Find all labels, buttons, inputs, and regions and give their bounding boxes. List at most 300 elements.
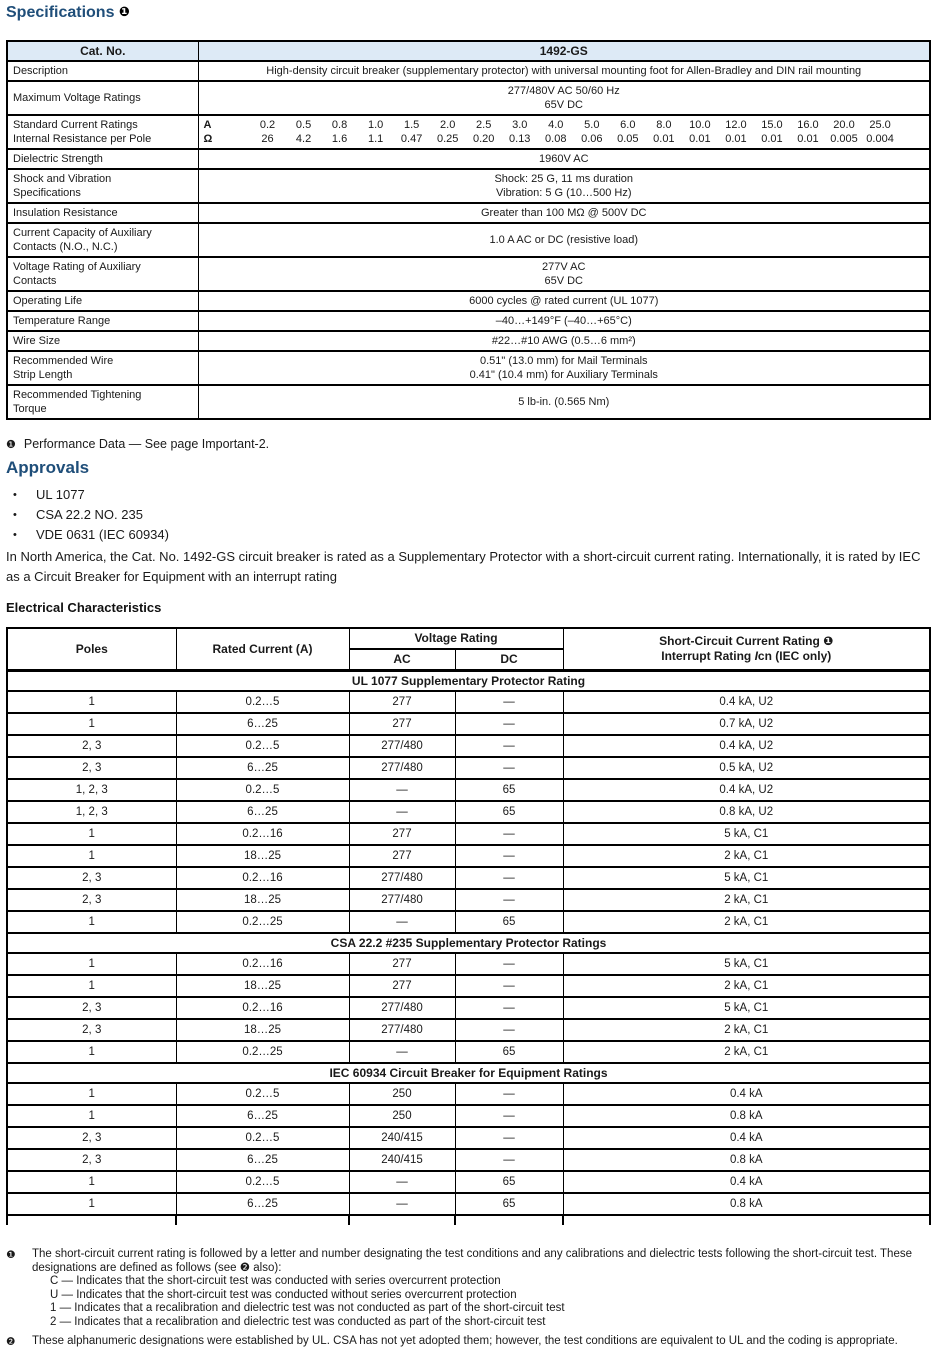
spec-row [7,169,930,203]
specifications-title: Specifications [6,4,115,21]
elec-cell: 0.2…16 [176,867,349,889]
elec-data-row [7,779,930,801]
elec-data-row [7,1149,930,1171]
spec-row [7,223,930,257]
footnote-sub-item: 2 — Indicates that a recalibration and dielectric test was conducted as part of the short-circuit test [50,1315,546,1328]
elec-data-row [7,713,930,735]
short-circuit-header [563,628,930,671]
elec-cell: 0.4 kA, U2 [563,735,930,757]
elec-cell: 277/480 [349,1019,455,1041]
elec-cell: 0.2…5 [176,1127,349,1149]
elec-data-row [7,1193,930,1215]
elec-cell: 65 [455,1041,563,1063]
elec-cell: — [455,1105,563,1127]
elec-cell: 240/415 [349,1127,455,1149]
footnote-sub-item: U — Indicates that the short-circuit test was conducted without series overcurrent protection [50,1288,517,1301]
elec-cell: 18…25 [176,845,349,867]
elec-cell: — [455,735,563,757]
dc-header: DC [455,649,563,671]
spec-label-line: Description [13,65,69,77]
approvals-title: Approvals [6,458,90,477]
spec-row-label [7,115,198,149]
elec-section-title: CSA 22.2 #235 Supplementary Protector Ratings [7,933,930,953]
footnote-sub-item: 1 — Indicates that a recalibration and dielectric test was not conducted as part of the short-circuit test [50,1302,565,1314]
stub-segment [6,1216,175,1225]
spec-row-label [7,331,198,351]
elec-cell: 0.2…5 [176,691,349,713]
elec-cell: — [455,867,563,889]
elec-cell: — [455,1127,563,1149]
table-bottom-stubs [6,1216,931,1225]
footnote-body [32,1334,931,1349]
elec-cell: 2, 3 [7,1127,176,1149]
spec-label-line: Recommended Tightening [13,389,142,401]
elec-cell: 2, 3 [7,735,176,757]
spec-row-value [198,149,930,169]
ratings-column [394,118,430,146]
ohm-value: 0.25 [436,133,459,145]
amp-value: 1.0 [367,119,384,131]
elec-data-row [7,1083,930,1105]
elec-cell: 18…25 [176,889,349,911]
spec-label-line: Operating Life [13,295,83,307]
spec-value-line: 1.0 A AC or DC (resistive load) [489,234,639,246]
elec-section-title: IEC 60934 Circuit Breaker for Equipment Ratings [7,1063,930,1083]
amp-value: 2.0 [440,119,456,131]
spec-row [7,257,930,291]
spec-row [7,149,930,169]
approval-item [6,525,931,545]
elec-cell: 0.8 kA, U2 [563,801,930,823]
elec-data-row [7,845,930,867]
ratings-column [250,118,286,146]
footnote-text: These alphanumeric designations were established by UL. CSA has not yet adopted them; however, the test conditions are equivalent to UL and the coding is appropriate. [32,1335,898,1347]
spec-header-row [7,41,930,61]
elec-cell: 0.2…25 [176,911,349,933]
ratings-column [466,118,502,146]
elec-cell: 65 [455,911,563,933]
elec-section-title: UL 1077 Supplementary Protector Rating [7,671,930,692]
ohm-value: 0.47 [400,133,423,145]
elec-cell: 1 [7,1171,176,1193]
ohm-unit-label: Ω [203,133,213,145]
spec-label-line: Wire Size [13,335,61,347]
ohm-value: 0.20 [472,133,495,145]
footnote-sub-item: C — Indicates that the short-circuit test was conducted with series overcurrent protection [50,1275,501,1287]
spec-row-label [7,203,198,223]
amp-value: 5.0 [584,119,600,131]
spec-row-value [198,61,930,81]
footnote-body [32,1247,931,1329]
spec-row-value [198,115,930,149]
amp-value: 20.0 [833,119,855,131]
approval-item [6,485,931,505]
stub-segment [454,1216,562,1225]
amp-value: 0.8 [331,119,348,131]
elec-cell: — [455,713,563,735]
elec-cell: — [455,757,563,779]
spec-row-value [198,385,930,419]
spec-label-line: Dielectric Strength [13,153,103,165]
stub-segment [562,1216,931,1225]
spec-label-line: Insulation Resistance [13,207,118,219]
spec-value-line: 277V AC [542,261,586,273]
ohm-value: 0.01 [761,133,783,145]
elec-cell: 2, 3 [7,889,176,911]
ratings-column [502,118,538,146]
elec-section-row [7,671,930,692]
voltage-rating-header: Voltage Rating [349,628,563,649]
spec-value-line: 5 lb-in. (0.565 Nm) [518,396,610,408]
ohm-value: 1.1 [367,133,384,145]
elec-cell: 18…25 [176,975,349,997]
ratings-column [322,118,358,146]
elec-data-row [7,823,930,845]
ohm-value: 0.06 [581,133,603,145]
spec-value-line: Shock: 25 G, 11 ms duration [494,173,634,185]
elec-cell: — [349,1193,455,1215]
spec-value-line: 0.51" (13.0 mm) for Mail Terminals [479,355,648,367]
spec-row-value [198,169,930,203]
spec-label-line: Maximum Voltage Ratings [13,92,141,104]
poles-header: Poles [7,628,176,671]
elec-cell: — [349,801,455,823]
elec-cell: 277/480 [349,997,455,1019]
elec-cell: 0.8 kA [563,1149,930,1171]
elec-data-row [7,1127,930,1149]
elec-cell: 0.7 kA, U2 [563,713,930,735]
spec-row [7,385,930,419]
elec-cell: 1 [7,691,176,713]
amp-value: 6.0 [620,119,636,131]
ohm-value: 0.08 [545,133,567,145]
spec-row-label [7,311,198,331]
elec-cell: 0.8 kA [563,1193,930,1215]
spec-value-line: 1960V AC [538,153,589,165]
elec-cell: — [349,1041,455,1063]
elec-cell: — [455,691,563,713]
elec-cell: 2 kA, C1 [563,845,930,867]
ratings-values [250,118,925,146]
ohm-value: 0.005 [830,133,858,145]
stub-segment [175,1216,348,1225]
elec-cell: 1 [7,1193,176,1215]
elec-cell: 6…25 [176,801,349,823]
elec-cell: 65 [455,779,563,801]
interrupt-pre: Interrupt Rating [661,649,755,663]
ohm-value: 0.01 [653,133,675,145]
bullet-icon: • [13,489,17,501]
model-header: 1492-GS [198,41,930,61]
spec-row [7,311,930,331]
footnote [6,1334,931,1349]
approval-item-label: VDE 0631 (IEC 60934) [36,527,169,542]
elec-cell: 5 kA, C1 [563,997,930,1019]
elec-cell: 0.2…5 [176,1083,349,1105]
elec-cell: 250 [349,1105,455,1127]
approval-item-label: CSA 22.2 NO. 235 [36,507,143,522]
elec-cell: 277 [349,823,455,845]
elec-cell: 2 kA, C1 [563,1019,930,1041]
spec-row [7,115,930,149]
elec-data-row [7,801,930,823]
elec-cell: 6…25 [176,1149,349,1171]
elec-cell: 2, 3 [7,1149,176,1171]
spec-row-value [198,311,930,331]
ohm-value: 0.01 [689,133,711,145]
ratings-unit-labels [204,118,250,146]
amp-value: 0.5 [295,119,312,131]
spec-value-line: 0.41" (10.4 mm) for Auxiliary Terminals [469,369,658,381]
amp-value: 4.0 [548,119,564,131]
footnote-text: The short-circuit current rating is followed by a letter and number designating the test conditions and any calibrations and dielectric tests following the short-circuit test. These designations are defined as follows (see ❷ also): [32,1248,912,1274]
ratings-column [430,118,466,146]
spec-label-line: Shock and Vibration [13,173,112,185]
elec-cell: 2, 3 [7,997,176,1019]
page-footnotes [6,1247,931,1349]
elec-cell: 5 kA, C1 [563,953,930,975]
elec-data-row [7,953,930,975]
elec-cell: 0.2…5 [176,1171,349,1193]
footnote [6,1247,931,1329]
elec-cell: 1 [7,823,176,845]
spec-row-label [7,149,198,169]
bullet-icon: • [13,509,17,521]
elec-data-row [7,1105,930,1127]
spec-row-label [7,169,198,203]
ratings-column [574,118,610,146]
elec-cell: 277 [349,713,455,735]
ohm-value: 0.01 [725,133,747,145]
ac-header: AC [349,649,455,671]
elec-cell: 6…25 [176,713,349,735]
spec-value-line: High-density circuit breaker (supplementary protector) with universal mounting foot for Allen-Bradley and DIN rail mounting [266,65,862,77]
ohm-value: 4.2 [295,133,312,145]
elec-data-row [7,867,930,889]
footnote-1-marker-icon: ❶ [6,439,16,451]
spec-label-line: Standard Current Ratings [13,119,138,131]
approvals-list [6,485,931,545]
amp-value: 0.2 [259,119,276,131]
elec-cell: 5 kA, C1 [563,867,930,889]
elec-data-row [7,757,930,779]
spec-label-line: Recommended Wire [13,355,114,367]
elec-cell: 277 [349,845,455,867]
elec-cell: 1 [7,911,176,933]
elec-cell: 1, 2, 3 [7,779,176,801]
ratings-column [826,118,862,146]
elec-cell: 2 kA, C1 [563,889,930,911]
elec-cell: 1 [7,845,176,867]
elec-cell: 0.4 kA [563,1171,930,1193]
spec-row [7,351,930,385]
elec-cell: — [349,1171,455,1193]
elec-cell: 6…25 [176,1193,349,1215]
elec-cell: — [455,953,563,975]
spec-label-line: Voltage Rating of Auxiliary [13,261,141,273]
elec-cell: — [349,911,455,933]
elec-data-row [7,1041,930,1063]
amp-value: 3.0 [512,119,528,131]
elec-cell: 0.2…16 [176,997,349,1019]
spec-row-label [7,291,198,311]
spec-row-value [198,291,930,311]
spec-value-line: Greater than 100 MΩ @ 500V DC [480,207,647,219]
spec-value-line: 65V DC [544,99,584,111]
elec-cell: 0.4 kA [563,1127,930,1149]
elec-cell: 1 [7,1041,176,1063]
ratings-column [718,118,754,146]
elec-cell: 277/480 [349,867,455,889]
current-ratings-grid [204,118,925,146]
elec-cell: 2 kA, C1 [563,1041,930,1063]
bullet-icon: • [13,529,17,541]
stub-segment [348,1216,454,1225]
rated-current-header: Rated Current (A) [176,628,349,671]
elec-cell: 0.2…16 [176,823,349,845]
specifications-table [6,40,931,420]
elec-cell: 2, 3 [7,757,176,779]
spec-value-line: 65V DC [544,275,584,287]
elec-cell: — [455,889,563,911]
elec-data-row [7,1171,930,1193]
spec-label-line: Internal Resistance per Pole [13,133,152,145]
elec-cell: 0.5 kA, U2 [563,757,930,779]
amp-value: 16.0 [797,119,819,131]
elec-cell: — [455,975,563,997]
spec-row-label [7,81,198,115]
amp-value: 8.0 [656,119,672,131]
elec-cell: 0.2…5 [176,779,349,801]
electrical-title: Electrical Characteristics [6,600,162,615]
page-title [6,2,931,22]
ohm-value: 0.13 [509,133,531,145]
amp-value: 15.0 [761,119,783,131]
ratings-column [754,118,790,146]
elec-cell: 1 [7,953,176,975]
amp-value: 10.0 [689,119,711,131]
elec-data-row [7,911,930,933]
elec-cell: 2, 3 [7,1019,176,1041]
spec-row-label [7,385,198,419]
spec-row [7,331,930,351]
elec-data-row [7,735,930,757]
spec-label-line: Contacts (N.O., N.C.) [13,241,118,253]
elec-data-row [7,889,930,911]
ratings-column [862,118,898,146]
amp-unit-label: A [203,119,212,131]
spec-row-value [198,257,930,291]
elec-cell: 6…25 [176,757,349,779]
elec-cell: 277/480 [349,757,455,779]
spec-label-line: Current Capacity of Auxiliary [13,227,152,239]
cat-no-header: Cat. No. [7,41,198,61]
spec-row-label [7,257,198,291]
amp-value: 1.5 [403,119,420,131]
elec-cell: 1, 2, 3 [7,801,176,823]
footnote-1-marker-icon: ❶ [118,4,130,19]
ohm-value: 0.004 [866,133,894,145]
elec-cell: 0.8 kA [563,1105,930,1127]
spec-row-value [198,331,930,351]
ratings-column [610,118,646,146]
elec-data-row [7,975,930,997]
interrupt-rating-header-line2 [568,649,926,664]
spec-row-label [7,61,198,81]
elec-cell: 277 [349,975,455,997]
spec-label-line: Contacts [13,275,57,287]
ratings-column [286,118,322,146]
elec-cell: — [455,997,563,1019]
electrical-table [6,627,931,1216]
ohm-value: 26 [261,133,274,145]
spec-row-label [7,351,198,385]
elec-cell: 0.4 kA, U2 [563,691,930,713]
elec-cell: — [455,1083,563,1105]
interrupt-post: cn (IEC only) [757,649,832,663]
spec-row [7,203,930,223]
elec-cell: 0.4 kA, U2 [563,779,930,801]
spec-value-line: 277/480V AC 50/60 Hz [507,85,620,97]
elec-data-row [7,691,930,713]
elec-cell: 0.2…5 [176,735,349,757]
elec-cell: 2, 3 [7,867,176,889]
footnote-marker-icon: ❷ [6,1336,16,1348]
elec-cell: 18…25 [176,1019,349,1041]
spec-row-value [198,223,930,257]
elec-cell: 0.2…25 [176,1041,349,1063]
elec-cell: 240/415 [349,1149,455,1171]
approvals-paragraph: In North America, the Cat. No. 1492-GS circuit breaker is rated as a Supplementary Protector with a short-circuit current rating. Internationally, it is rated by IEC as a Circuit Breaker for Equipment with an interrupt rating [6,549,921,584]
elec-cell: 5 kA, C1 [563,823,930,845]
elec-cell: — [455,823,563,845]
spec-row [7,291,930,311]
spec-value-line: Vibration: 5 G (10…500 Hz) [495,187,632,199]
ratings-column [646,118,682,146]
spec-row-value [198,203,930,223]
ratings-column [358,118,394,146]
ratings-column [538,118,574,146]
footnote-marker-icon: ❶ [6,1249,16,1261]
elec-cell: 1 [7,1105,176,1127]
elec-cell: — [349,779,455,801]
spec-value-line: –40…+149°F (–40…+65°C) [495,315,632,327]
elec-cell: 65 [455,1171,563,1193]
approval-item-label: UL 1077 [36,487,85,502]
spec-footnote-text: Performance Data — See page Important-2. [23,437,270,451]
ohm-value: 0.01 [797,133,819,145]
short-circuit-header-line1: Short-Circuit Current Rating ❶ [659,634,834,648]
spec-row-label [7,223,198,257]
spec-label-line: Torque [13,403,47,415]
spec-label-line: Strip Length [13,369,73,381]
amp-value: 2.5 [476,119,492,131]
elec-cell: 1 [7,975,176,997]
elec-cell: 6…25 [176,1105,349,1127]
elec-cell: — [455,845,563,867]
ohm-value: 0.05 [617,133,639,145]
elec-cell: 65 [455,801,563,823]
elec-section-row [7,933,930,953]
amp-value: 12.0 [725,119,747,131]
elec-cell: 277 [349,691,455,713]
elec-cell: 1 [7,713,176,735]
elec-cell: 277/480 [349,735,455,757]
ratings-column [682,118,718,146]
spec-row [7,81,930,115]
interrupt-symbol: I [754,649,758,663]
elec-section-row [7,1063,930,1083]
